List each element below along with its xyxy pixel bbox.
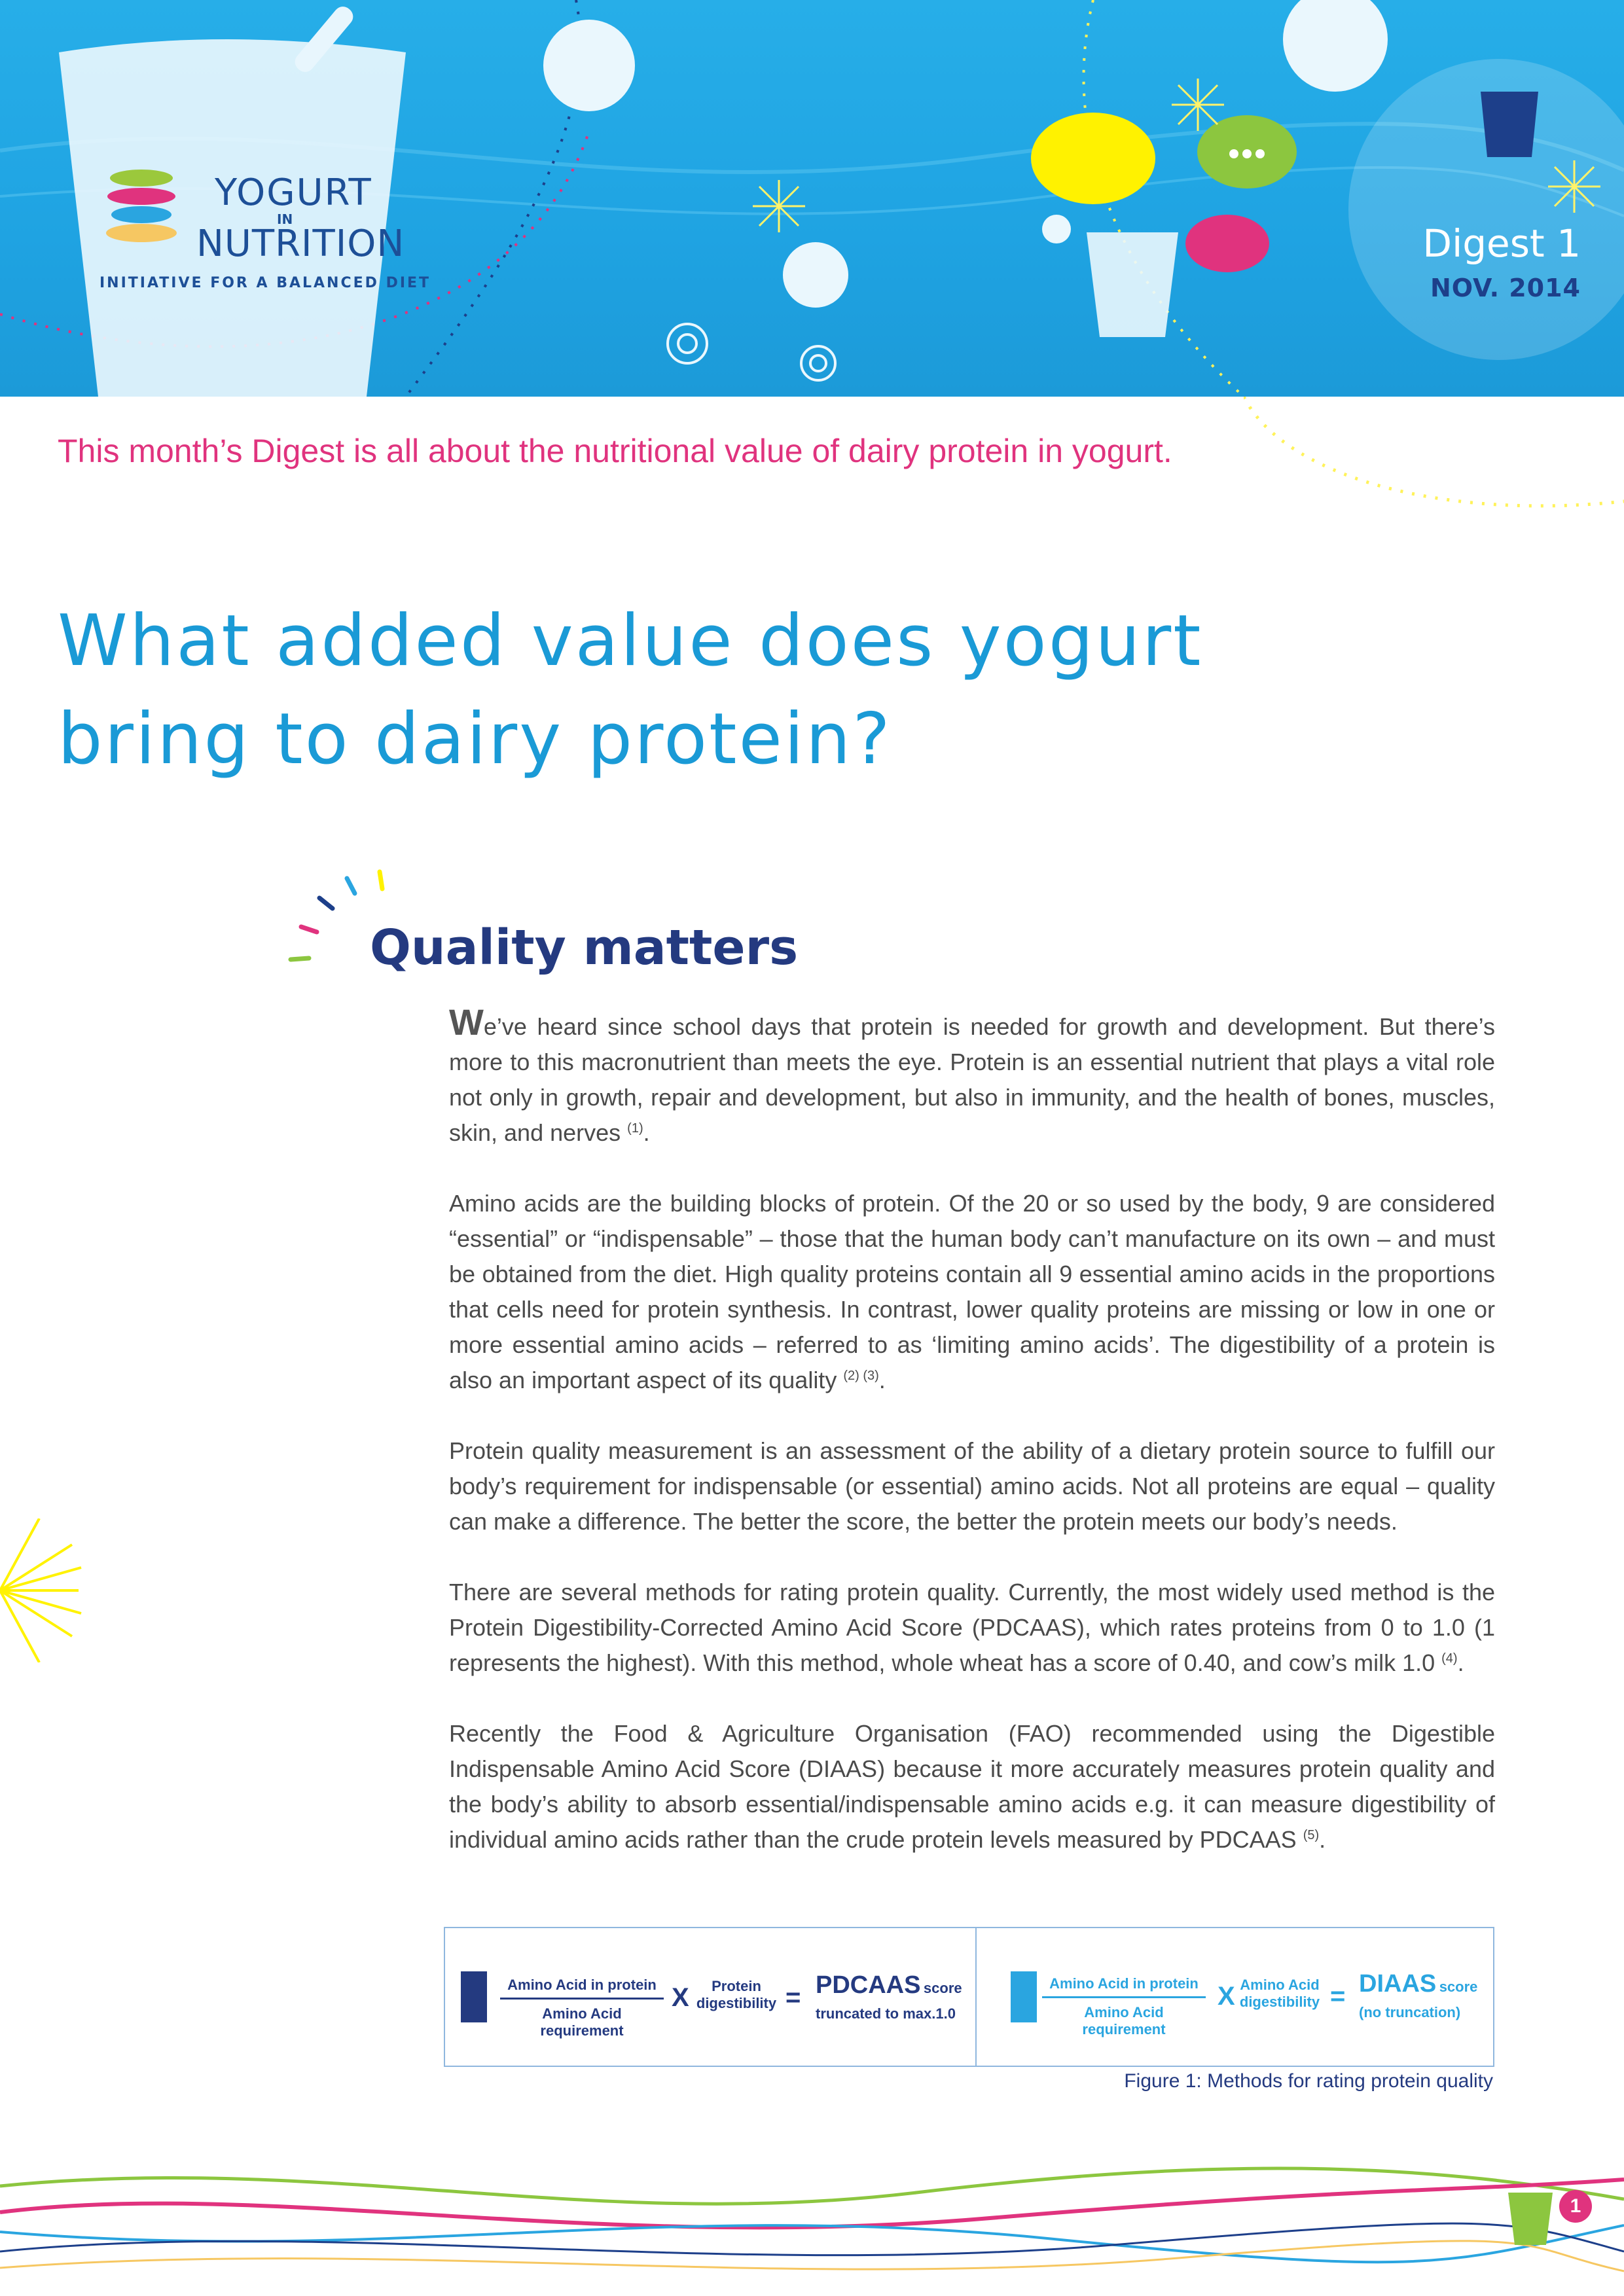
- pdcaas-score: PDCAAS score: [816, 1971, 962, 1999]
- speech-bubble-yellow: [1031, 113, 1155, 204]
- yogurt-cup-graphic: [59, 39, 406, 397]
- logo-text-nutrition: NUTRITION: [196, 223, 405, 265]
- page-number: 1: [1559, 2190, 1592, 2223]
- page-title: [58, 592, 1432, 789]
- footer-waves: [0, 2140, 1624, 2296]
- title-line-1: What added value does yogurt: [58, 600, 1203, 682]
- figure-divider: [975, 1927, 977, 2067]
- diaas-color-swatch: [1011, 1971, 1037, 2022]
- pdcaas-equals: =: [785, 1983, 801, 2012]
- logo-text-in: IN: [277, 211, 293, 227]
- section-heading: Quality matters: [370, 920, 799, 976]
- diaas-multiply: X: [1218, 1982, 1235, 2011]
- paragraph: We’ve heard since school days that protein is needed for growth and development. But there’s more to this macronutrient than meets the eye. Protein is an essential nutrient that plays a vital role not only in growth, repair and development, but also in immunity, and the health of bones, muscles, skin, and nerves $^{(1)}$.: [449, 1001, 1495, 1146]
- speech-bubble-pink: [1185, 215, 1269, 272]
- diaas-factor: Amino Acid digestibility: [1239, 1977, 1320, 2010]
- sparkle-icon: [0, 1518, 85, 1662]
- pdcaas-multiply: X: [672, 1983, 689, 2012]
- diaas-equals: =: [1330, 1982, 1346, 2011]
- pdcaas-factor: Protein digestibility: [696, 1978, 777, 2011]
- paragraph: Protein quality measurement is an assessment of the ability of a dietary protein source to fulfill our body’s requirement for indispensable (or essential) amino acids. Not all proteins are equal – quality can make a difference. The better the score, the better the protein meets our body’s needs.: [449, 1437, 1495, 1535]
- pdcaas-fraction-line: [500, 1998, 664, 2000]
- diaas-score: DIAAS score: [1359, 1970, 1478, 1998]
- logo-tagline: INITIATIVE FOR A BALANCED DIET: [99, 275, 431, 291]
- paragraph: Amino acids are the building blocks of protein. Of the 20 or so used by the body, 9 are considered “essential” or “indispensable” – those that the human body can’t manufacture on its own – and must be obtained from the diet. High quality proteins contain all 9 essential amino acids in the proportions that cells need for protein synthesis. In contrast, lower quality proteins are missing or low in one or more essential amino acids – referred to as ‘limiting amino acids’. The digestibility of a protein is also an important aspect of its quality $^{(2) (3)}$.: [449, 1190, 1495, 1393]
- header-banner: [0, 0, 1624, 397]
- title-line-2: bring to dairy protein?: [58, 698, 892, 780]
- footer-cup-icon: [1508, 2193, 1553, 2245]
- logo-text-yogurt: YOGURT: [215, 171, 372, 214]
- paragraph: There are several methods for rating protein quality. Currently, the most widely used method is the Protein Digestibility-Corrected Amino Acid Score (PDCAAS), which rates proteins from 0 to 1.0 (1 represents the highest). With this method, whole wheat has a score of 0.40, and cow’s milk 1.0 $^{(4)}$.: [449, 1579, 1495, 1676]
- reference: (4): [1441, 1651, 1458, 1666]
- diaas-denominator: Amino Acid requirement: [1082, 2004, 1166, 2037]
- article-body: [449, 1001, 1495, 1893]
- pdcaas-note: truncated to max.1.0: [816, 2005, 956, 2022]
- pdcaas-numerator: Amino Acid in protein: [507, 1977, 657, 1993]
- paragraph: Recently the Food & Agriculture Organisation (FAO) recommended using the Digestible Indispensable Amino Acid Score (DIAAS) because it more accurately measures protein quality and the body’s ability to absorb essential/indispensable amino acids e.g. it can measure digestibility of individual amino acids rather than the crude protein levels measured by PDCAAS $^{(5)}$.: [449, 1720, 1495, 1853]
- small-cup-icon: [1481, 92, 1538, 157]
- diaas-numerator: Amino Acid in protein: [1049, 1975, 1199, 1992]
- pdcaas-denominator: Amino Acid requirement: [540, 2005, 624, 2039]
- dotted-arc-decoration: [1244, 397, 1624, 528]
- reference: (2) (3): [843, 1369, 879, 1383]
- digest-number: Digest 1: [1422, 221, 1581, 266]
- pdcaas-color-swatch: [461, 1971, 487, 2022]
- diaas-fraction-line: [1042, 1996, 1206, 1998]
- reference: (1): [627, 1121, 643, 1136]
- intro-text: This month’s Digest is all about the nutritional value of dairy protein in yogurt.: [58, 433, 1172, 469]
- diaas-note: (no truncation): [1359, 2004, 1461, 2020]
- reference: (5): [1303, 1828, 1320, 1842]
- digest-date: NOV. 2014: [1430, 274, 1581, 302]
- drop-cap: W: [449, 1001, 484, 1043]
- figure-caption: Figure 1: Methods for rating protein quality: [1124, 2070, 1493, 2092]
